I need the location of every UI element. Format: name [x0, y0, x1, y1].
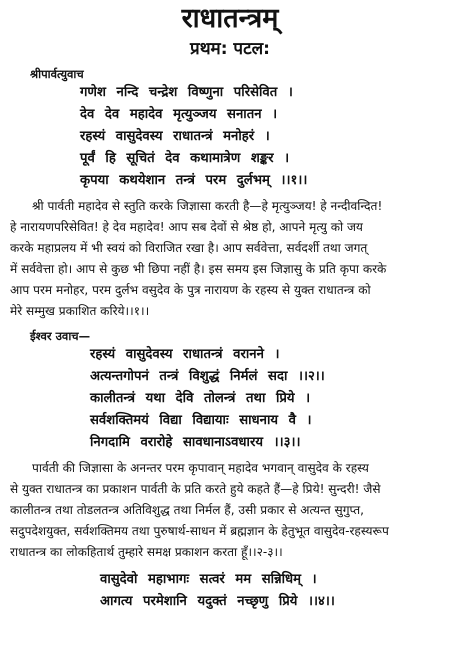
document-page: [0, 2, 460, 658]
commentary-line: मेरे सम्मुख प्रकाशित करिये।।१।।: [10, 304, 150, 318]
verse-block-3: [100, 569, 450, 613]
speaker-parvati: श्रीपार्वत्युवाच: [30, 67, 84, 81]
commentary-line: राधातन्त्र का लोकहितार्थ तुम्हारे समक्ष प्रकाशन करता हूँ।।२-३।।: [10, 545, 283, 559]
verse-line: रहस्यं वासुदेवस्य राधातन्त्रं मनोहरं ।: [80, 129, 270, 144]
commentary-line: श्री पार्वती महादेव से स्तुति करके जिज्ञासा करती है—हे मृत्युञ्जय! हे नन्दीवन्दित!: [32, 199, 383, 213]
commentary-paragraph-2: [10, 458, 450, 563]
verse-line: वासुदेवो महाभागः सत्वरं मम सन्निधिम् ।: [100, 572, 317, 587]
verse-block-2: [90, 344, 450, 454]
commentary-line: से युक्त राधातन्त्र का प्रकाशन पार्वती के प्रति करते हुये कहते हैं—हे प्रिये! सुन्दरी! जैसे: [10, 482, 381, 496]
verse-line: देव देव महादेव मृत्युञ्जय सनातन ।: [80, 107, 278, 122]
commentary-line: में सर्ववेत्ता हो। आप से कुछ भी छिपा नहीं है। इस समय इस जिज्ञासु के प्रति कृपा करके: [10, 262, 387, 276]
verse-line: अत्यन्तगोपनं तन्त्रं विशुद्धं निर्मलं सदा ।।२।।: [90, 369, 325, 384]
commentary-line: पार्वती की जिज्ञासा के अनन्तर परम कृपावान् महादेव भगवान् वासुदेव के रहस्य: [32, 461, 369, 475]
speaker-ishvara: ईश्वर उवाच—: [30, 329, 91, 343]
verse-line: रहस्यं वासुदेवस्य राधातन्त्रं वरानने ।: [90, 347, 280, 362]
commentary-line: करके महाप्रलय में भी स्वयं को विराजित रखा है। आप सर्ववेत्ता, सर्वदर्शी तथा जगत्: [10, 241, 368, 255]
verse-line: पूर्वं हि सूचितं देव कथामात्रेण शङ्कर ।: [80, 151, 290, 166]
commentary-line: हे नारायणपरिसेवित! हे देव महादेव! आप सब देवों से श्रेष्ठ हो, आपने मृत्यु को जय: [10, 220, 363, 234]
verse-line: कालीतन्त्रं यथा देवि तोलन्त्रं तथा प्रिये ।: [90, 391, 311, 406]
verse-line: आगत्य परमेशानि यदुक्तं नच्छृणु प्रिये ।।४।।: [100, 594, 335, 609]
commentary-line: आप परम मनोहर, परम दुर्लभ वसुदेव के पुत्र नारायण के रहस्य से युक्त राधातन्त्र को: [10, 283, 371, 297]
verse-block-1: [80, 82, 450, 192]
commentary-line: कालीतन्त्र तथा तोडलतन्त्र अतिविशुद्ध तथा निर्मल हैं, उसी प्रकार से अत्यन्त सुगुप्त,: [10, 503, 364, 517]
commentary-paragraph-1: [10, 196, 450, 322]
chapter-heading: प्रथम: पटल:: [190, 39, 270, 59]
verse-line: कृपया कथयेशान तन्त्रं परम दुर्लभम् ।।१।।: [80, 173, 308, 188]
verse-line: निगदामि वरारोहे सावधानाऽवधारय ।।३।।: [90, 435, 301, 450]
verse-line: गणेश नन्दि चन्द्रेश विष्णुना परिसेवित ।: [80, 85, 293, 100]
page-title: राधातन्त्रम्: [181, 3, 279, 34]
commentary-line: सदुपदेशयुक्त, सर्वशक्तिमय तथा पुरुषार्थ-साधन में ब्रह्मज्ञान के हेतुभूत वासुदेव-रहस्यरूप: [10, 524, 389, 538]
verse-line: सर्वशक्तिमयं विद्या विद्यायाः साधनाय वै ।: [90, 413, 312, 428]
